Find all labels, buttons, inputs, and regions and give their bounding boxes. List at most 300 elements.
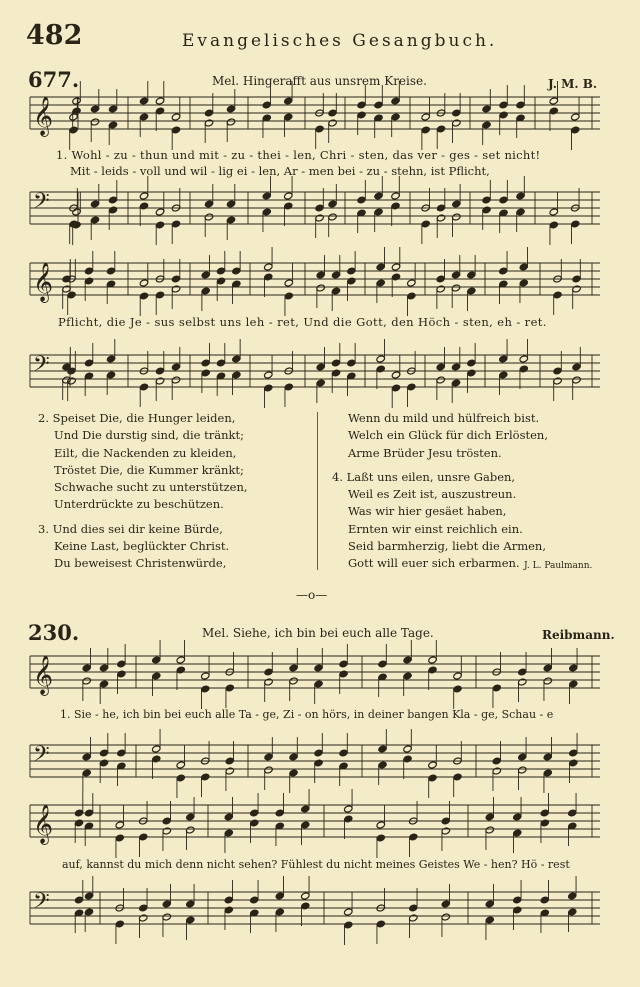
notehead [513,813,522,821]
notehead [155,221,164,229]
stanza-line: Du beweisest Christenwürde, [54,556,227,571]
notehead [376,365,385,373]
stanza-line: Ernten wir einst reichlich ein. [348,521,523,536]
notehead [436,285,445,293]
notehead [518,668,527,676]
notehead [115,920,124,928]
notehead [516,192,525,200]
notehead [436,363,445,371]
notehead [451,363,460,371]
notehead [226,105,235,113]
notehead [568,809,577,817]
notehead [201,271,210,279]
notehead [201,685,210,693]
notehead [204,119,213,127]
notehead [201,672,210,680]
notehead [316,271,325,279]
stanza-line: 3. Und dies sei dir keine Bürde, [38,521,223,536]
notehead [485,900,494,908]
notehead [186,900,195,908]
treble-clef-icon: 𝄞 [33,655,54,695]
notehead [117,660,126,668]
notehead [316,363,325,371]
notehead [284,202,293,210]
notehead [90,216,99,224]
stanza-line: Welch ein Glück für dich Erlösten, [348,428,548,443]
stanza-line: Gott will euer sich erbarmen. [348,556,520,571]
notehead [264,753,273,761]
notehead [569,759,578,767]
notehead [171,113,180,121]
treble-clef-icon: 𝄞 [33,804,54,844]
bass-clef-icon: 𝄢 [33,189,50,219]
notehead [344,908,353,916]
notehead [106,371,115,379]
notehead [155,97,164,105]
notehead [391,263,400,271]
notehead [301,805,310,813]
notehead [201,359,210,367]
stanza-column-right [332,410,548,573]
notehead [499,101,508,109]
notehead [436,376,445,384]
notehead [339,749,348,757]
notehead [407,383,416,391]
notehead [374,208,383,216]
notehead [347,277,356,285]
notehead [516,208,525,216]
notehead [99,664,108,672]
notehead [549,107,558,115]
notehead [201,369,210,377]
running-title: Evangelisches Gesangbuch. [182,31,498,51]
notehead [90,200,99,208]
notehead [301,892,310,900]
notehead [409,914,418,922]
notehead [216,277,225,285]
notehead [315,125,324,133]
notehead [378,660,387,668]
notehead [467,369,476,377]
notehead [67,291,76,299]
notehead [331,359,340,367]
notehead [176,761,185,769]
notehead [275,809,284,817]
notehead [543,769,552,777]
notehead [441,913,450,921]
notehead [314,680,323,688]
notehead [99,759,108,767]
notehead [492,767,501,775]
notehead [482,196,491,204]
notehead [224,896,233,904]
hymn-677-melody: Mel. Hingerafft aus unsrem Kreise. [212,74,427,88]
notehead [436,125,445,133]
notehead [540,819,549,827]
notehead [441,817,450,825]
notehead [162,913,171,921]
notehead [518,678,527,686]
notehead [391,202,400,210]
stanza-line: Tröstet Die, die Kummer kränkt; [54,462,244,477]
notehead [571,126,580,134]
notehead [482,105,491,113]
notehead [262,192,271,200]
notehead [289,769,298,777]
notehead [543,753,552,761]
notehead [155,208,164,216]
notehead [284,383,293,391]
notehead [117,749,126,757]
notehead [82,769,91,777]
notehead [568,892,577,900]
notehead [485,916,494,924]
notehead [224,906,233,914]
notehead [289,677,298,685]
treble-clef-icon: 𝄞 [33,96,54,136]
notehead [453,672,462,680]
notehead [519,365,528,373]
notehead [171,285,180,293]
notehead [572,285,581,293]
hymn-230-composer: Reibmann. [542,628,615,642]
notehead [225,767,234,775]
stanza-line: Was wir hier gesäet haben, [348,504,507,519]
notehead [232,267,241,275]
notehead [482,206,491,214]
notehead [314,664,323,672]
hymn-677-author: J. L. Paulmann. [524,561,593,571]
notehead [543,664,552,672]
notehead [376,263,385,271]
notehead [553,291,562,299]
notehead [499,267,508,275]
notehead [225,684,234,692]
notehead [82,753,91,761]
notehead [331,271,340,279]
notehead [407,292,416,300]
notehead [250,819,259,827]
notehead [84,892,93,900]
notehead [391,273,400,281]
notehead [328,119,337,127]
notehead [513,829,522,837]
notehead [106,267,115,275]
notehead [139,833,148,841]
hymn-677-composer: J. M. B. [548,77,598,91]
notehead [155,107,164,115]
notehead [407,279,416,287]
notehead [171,220,180,228]
notehead [572,376,581,384]
notehead [376,834,385,842]
notehead [482,121,491,129]
notehead [314,759,323,767]
notehead [452,119,461,127]
notehead [391,371,400,379]
notehead [409,904,418,912]
notehead [516,101,525,109]
notehead [572,363,581,371]
notehead [262,101,271,109]
notehead [452,109,461,117]
notehead [344,921,353,929]
notehead [376,279,385,287]
notehead [152,656,161,664]
notehead [108,206,117,214]
notehead [518,753,527,761]
notehead [347,359,356,367]
notehead [99,680,108,688]
notehead [357,196,366,204]
notehead [436,214,445,222]
notehead [232,371,241,379]
notehead [436,204,445,212]
hymn-677-lyrics-line2: Mit - leids - voll und wil - lig ei - len, Ar - men bei - zu - stehn, ist Pflicht, [70,164,490,178]
notehead [428,656,437,664]
stanza-column-rule [317,412,318,570]
notehead [171,363,180,371]
notehead [421,220,430,228]
notehead [224,813,233,821]
notehead [152,755,161,763]
notehead [139,383,148,391]
notehead [152,672,161,680]
hymn-677-lyrics-line1: 1. Wohl - zu - thun und mit - zu - thei - len, Chri - sten, das ver - ges - set nicht! [56,148,541,162]
notehead [403,656,412,664]
notehead [499,196,508,204]
notehead [115,834,124,842]
stanza-line: Seid barmherzig, liebt die Armen, [348,539,546,554]
notehead [513,906,522,914]
notehead [376,920,385,928]
notehead [347,267,356,275]
notehead [226,200,235,208]
notehead [250,896,259,904]
notehead [108,196,117,204]
notehead [569,664,578,672]
notehead [139,279,148,287]
notehead [264,678,273,686]
notehead [162,827,171,835]
notehead [224,829,233,837]
stanza-line: 4. Laßt uns eilen, unsre Gaben, [332,469,516,484]
notehead [264,668,273,676]
notehead [540,809,549,817]
notehead [357,101,366,109]
notehead [315,204,324,212]
notehead [344,815,353,823]
notehead [499,111,508,119]
page-number: 482 [26,20,83,51]
notehead [452,200,461,208]
notehead [226,216,235,224]
notehead [139,113,148,121]
notehead [485,813,494,821]
notehead [106,355,115,363]
notehead [225,757,234,765]
notehead [84,809,93,817]
notehead [568,908,577,916]
notehead [108,105,117,113]
notehead [284,279,293,287]
notehead [451,271,460,279]
notehead [569,749,578,757]
treble-clef-icon: 𝄞 [33,262,54,302]
notehead [289,753,298,761]
notehead [117,670,126,678]
notehead [84,908,93,916]
notehead [374,101,383,109]
notehead [571,113,580,121]
notehead [201,287,210,295]
notehead [403,745,412,753]
notehead [571,220,580,228]
notehead [378,745,387,753]
notehead [543,677,552,685]
notehead [519,279,528,287]
notehead [155,291,164,299]
stanza-line: Eilt, die Nackenden zu kleiden, [54,445,237,460]
hymn-230-lyrics-line1: 1. Sie - he, ich bin bei euch alle Ta - ge, Zi - on hörs, in deiner bangen Kla - ge, Schau - e [60,708,554,721]
notehead [485,826,494,834]
stanza-line: 2. Speiset Die, die Hunger leiden, [38,411,236,425]
notehead [139,904,148,912]
notehead [328,213,337,221]
notehead [492,757,501,765]
notehead [403,672,412,680]
notehead [186,826,195,834]
notehead [232,355,241,363]
notehead [226,118,235,126]
bass-clef-icon: 𝄢 [33,889,50,919]
notehead [391,113,400,121]
notehead [391,97,400,105]
stanza-column-left [38,410,248,573]
notehead [328,200,337,208]
notehead [216,359,225,367]
notehead [316,284,325,292]
notehead [553,377,562,385]
notehead [204,213,213,221]
notehead [339,660,348,668]
notehead [284,192,293,200]
notehead [84,267,93,275]
stanza-line: Unterdrückte zu beschützen. [54,497,224,512]
stanza-line: Keine Last, beglückter Christ. [54,539,230,554]
notehead [155,367,164,375]
notehead [69,113,78,121]
notehead [139,192,148,200]
bass-clef-icon: 𝄢 [33,742,50,772]
notehead [441,900,450,908]
notehead [572,275,581,283]
notehead [264,766,273,774]
notehead [289,664,298,672]
notehead [301,821,310,829]
notehead [155,377,164,385]
notehead [409,833,418,841]
notehead [275,892,284,900]
section-divider: —o— [296,588,328,602]
notehead [513,896,522,904]
notehead [378,761,387,769]
notehead [176,656,185,664]
notehead [275,908,284,916]
notehead [301,902,310,910]
notehead [467,271,476,279]
notehead [139,914,148,922]
notehead [467,287,476,295]
notehead [67,377,76,385]
notehead [284,97,293,105]
notehead [84,277,93,285]
notehead [328,109,337,117]
notehead [331,287,340,295]
notehead [176,666,185,674]
hymn-677-lyrics-line3: Pflicht, die Je - sus selbst uns leh - ret, Und die Gott, den Höch - sten, eh - ret. [58,315,547,329]
notehead [162,900,171,908]
notehead [82,677,91,685]
hymn-677-number: 677. [28,67,80,92]
notehead [403,755,412,763]
notehead [391,384,400,392]
notehead [264,371,273,379]
notehead [176,774,185,782]
notehead [428,761,437,769]
notehead [139,97,148,105]
notehead [204,109,213,117]
notehead [90,105,99,113]
notehead [99,749,108,757]
notehead [162,817,171,825]
notehead [357,111,366,119]
notehead [315,214,324,222]
notehead [553,367,562,375]
notehead [115,821,124,829]
notehead [453,685,462,693]
notehead [250,809,259,817]
notehead [216,267,225,275]
notehead [316,379,325,387]
notehead [152,745,161,753]
notehead [186,813,195,821]
notehead [262,208,271,216]
notehead [74,896,83,904]
notehead [139,292,148,300]
notehead [284,292,293,300]
notehead [72,97,81,105]
bass-clef-icon: 𝄢 [33,352,50,382]
notehead [74,809,83,817]
notehead [518,766,527,774]
stanza-line: Weil es Zeit ist, auszustreun. [348,487,517,502]
notehead [171,275,180,283]
notehead [451,284,460,292]
hymn-230-number: 230. [28,620,80,645]
notehead [90,118,99,126]
stanza-line: Schwache sucht zu unterstützen, [54,480,248,495]
notehead [549,97,558,105]
notehead [428,774,437,782]
notehead [344,805,353,813]
notehead [171,376,180,384]
hymn-230-lyrics-line2: auf, kannst du mich denn nicht sehen? Fühlest du nicht meines Geistes We - hen? Hö - rest [62,858,570,871]
notehead [391,192,400,200]
notehead [376,355,385,363]
notehead [428,666,437,674]
stanza-line: Und Die durstig sind, die tränkt; [54,428,244,443]
